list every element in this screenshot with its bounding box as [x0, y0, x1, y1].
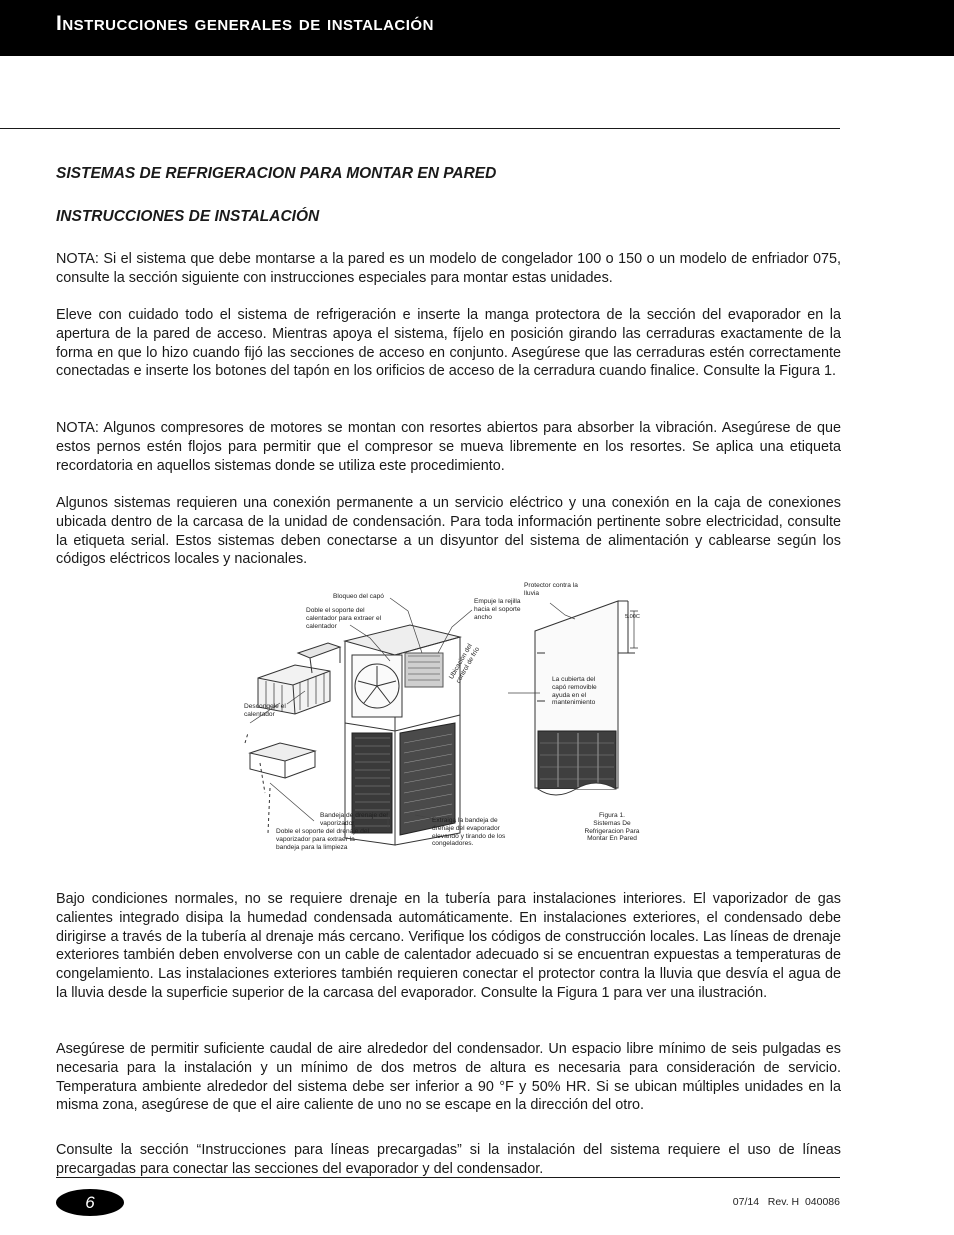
section-heading: SISTEMAS DE REFRIGERACION PARA MONTAR EN PARED [56, 165, 497, 182]
subsection-heading: INSTRUCCIONES DE INSTALACIÓN [56, 208, 320, 225]
label-hood-cover: La cubierta del capó removible ayuda en el mantenimiento [552, 676, 597, 707]
label-dimension: 5.00C [625, 614, 640, 620]
bottom-rule [56, 1177, 840, 1178]
page-title: Instrucciones generales de instalación [56, 12, 434, 35]
drain-pan-drawing [245, 733, 315, 833]
paragraph-electrical: Algunos sistemas requieren una conexión permanente a un servicio eléctrico y una conexión en la caja de conexiones ubicada dentro de la carcasa de la unidad de condensación. Para toda información pertinente sobre electricidad, consulte la etiqueta serial. Estos sistemas deben conectarse a un disyuntor del sistema de alimentación y cablearse según los códigos eléctricos locales y nacionales. [56, 495, 841, 568]
page-number-badge [56, 1189, 124, 1216]
caption-line: Sistemas De [593, 819, 631, 827]
label-fold-drain-bracket: Doble el soporte del drenaje del vaporizador para extraer la bandeja para la limpieza [276, 828, 370, 851]
label-push-grille: Empuje la rejilla hacia el soporte ancho [474, 598, 521, 621]
label-rain-guard: Protector contra la lluvia [524, 582, 578, 597]
label-remove-drain-pan: Extraiga la bandeja de drenaje del evaporador elevando y tirando de los congeladores. [432, 817, 506, 848]
label-drain-pan: Bandeja de drenaje del vaporizador [320, 812, 388, 827]
label-cold-control: Ubicación del control de frío [448, 642, 481, 685]
paragraph-drainage: Bajo condiciones normales, no se requiere drenaje en la tubería para instalaciones interiores. El vaporizador de gas calientes integrado disipa la humedad condensada automáticamente. En instalaciones exteriores, el condensado debe dirigirse a través de la tubería al drenaje más cercano. Verifique los códigos de construcción locales. Las líneas de drenaje exteriores también deben envolverse con un cable de calentador adecuado si se encuentran expuestas a temperaturas de congelamiento. Las instalaciones exteriores también requieren conectar el protector contra la lluvia que desvía el agua de la lluvia desde la superficie superior de la carcasa del evaporador. Consulte la Figura 1 para ver una ilustración. [56, 891, 841, 1001]
page-number: 6 [85, 1193, 95, 1212]
label-defrost-heater: Descongele el calentador [244, 703, 286, 718]
figure-1-wall-mount [240, 583, 660, 853]
paragraph-lift-system: Eleve con cuidado todo el sistema de refrigeración e inserte la manga protectora de la sección del evaporador en la apertura de la pared de acceso. Mientras apoya el sistema, fíjelo en posición girando las cerraduras exactamente de la forma en que lo hizo cuando fijó las secciones de acceso en conjunto. Asegúrese que las cerraduras estén correctamente conectadas e inserte los botones del tapón en los orificios de acceso de la cerradura cuando finalice. Consulte la Figura 1. [56, 307, 841, 380]
paragraph-precharged-lines: Consulte la sección “Instrucciones para líneas precargadas” si la instalación del sistema requiere el uso de líneas precargadas para conectar las secciones del evaporador y del condensador. [56, 1142, 841, 1177]
label-fold-heater-bracket: Doble el soporte del calentador para extraer el calentador [306, 607, 382, 630]
paragraph-note-models: NOTA: Si el sistema que debe montarse a la pared es un modelo de congelador 100 o 150 o un modelo de enfriador 075, consulte la sección siguiente con instrucciones especiales para montar estas unidades. [56, 251, 841, 286]
paragraph-airflow: Asegúrese de permitir suficiente caudal de aire alrededor del condensador. Un espacio libre mínimo de seis pulgadas es necesaria para la instalación y un mínimo de dos metros de altura es necesaria para consideración de servicio. Temperatura ambiente alrededor del sistema debe ser inferior a 90 °F y 50% HR. Si se ubican múltiples unidades en la misma zona, asegúrese de que el aire caliente de uno no se escape en la dirección del otro. [56, 1041, 841, 1114]
caption-line: Figura 1. [598, 812, 626, 819]
paragraph-note-springs: NOTA: Algunos compresores de motores se montan con resortes abiertos para absorber la vibración. Asegúrese de que estos pernos estén flojos para permitir que el compresor se mueva libremente en los resortes. Se aplica una etiqueta recordatoria en aquellos sistemas donde se utiliza este procedimiento. [56, 420, 841, 474]
revision-info: 07/14 Rev. H 040086 [732, 1196, 840, 1208]
caption-line: Refrigeracion Para [584, 827, 640, 835]
caption-line: Montar En Pared [587, 835, 637, 843]
header-bar [0, 0, 954, 56]
figure-caption [576, 812, 648, 843]
label-hood-lock: Bloqueo del capó [333, 593, 384, 600]
top-rule [0, 128, 840, 129]
